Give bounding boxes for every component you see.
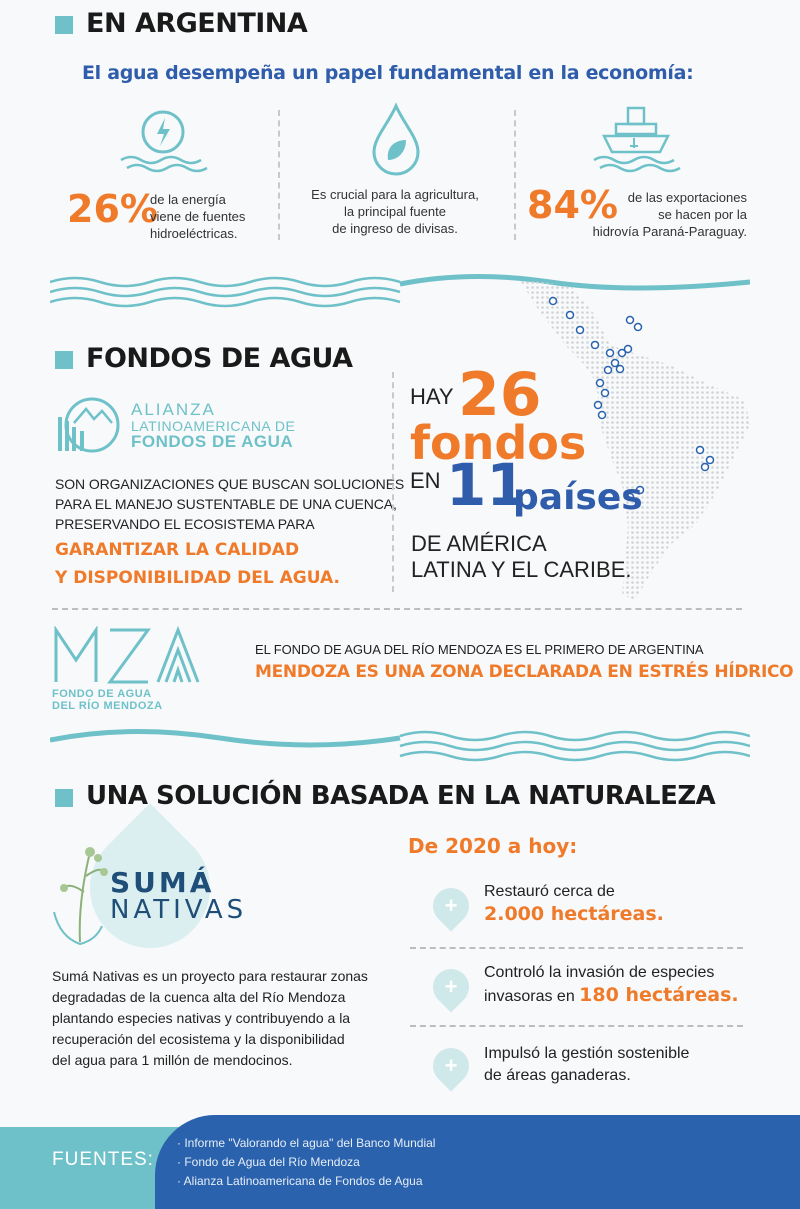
hay-label: HAY [410, 384, 454, 409]
hydro-energy-icon [113, 105, 213, 175]
achievement-item: Impulsó la gestión sostenible de áreas ganaderas. [484, 1045, 690, 1084]
achievement-item: Controló la invasión de especies invasoras en 180 hectáreas. [484, 964, 739, 1006]
section-subtitle: El agua desempeña un papel fundamental en la economía: [82, 62, 694, 84]
divider [278, 110, 280, 240]
fondos-description: SON ORGANIZACIONES QUE BUSCAN SOLUCIONES PARA EL MANEJO SUSTENTABLE DE UNA CUENCA, PRESERVANDO EL ECOSISTEMA PARA [55, 476, 405, 532]
source-item: · Fondo de Agua del Río Mendoza [177, 1155, 360, 1169]
countries-word: países [513, 477, 643, 518]
section-marker [55, 351, 73, 369]
en-label: EN [410, 468, 441, 493]
stat-agriculture-text: Es crucial para la agricultura, la principal fuente de ingreso de divisas. [311, 187, 479, 236]
alianza-logo-icon [52, 395, 128, 459]
source-item: · Alianza Latinoamericana de Fondos de Agua [177, 1174, 423, 1188]
divider [410, 1025, 743, 1027]
mza-line1: EL FONDO DE AGUA DEL RÍO MENDOZA ES EL PRIMERO DE ARGENTINA [255, 642, 704, 657]
source-item: · Informe "Valorando el agua" del Banco Mundial [177, 1136, 436, 1150]
plus-icon: + [444, 893, 458, 918]
mza-logo-icon [52, 626, 204, 686]
funds-word: fondos [410, 416, 587, 470]
stat-exports-text: de las exportaciones se hacen por la hidrovía Paraná-Paraguay. [592, 190, 747, 239]
wave-decoration [50, 722, 750, 772]
divider [52, 608, 742, 610]
section-title-argentina: EN ARGENTINA [86, 8, 308, 39]
section-marker [55, 789, 73, 807]
achievement-item: Restauró cerca de 2.000 hectáreas. [484, 883, 664, 925]
alianza-logo-text: ALIANZA LATINOAMERICANA DE FONDOS DE AGUA [131, 400, 296, 451]
since-label: De 2020 a hoy: [408, 834, 578, 858]
stat-energy-value: 26% [67, 187, 158, 231]
suma-description: Sumá Nativas es un proyecto para restaurar zonas degradadas de la cuenca alta del Río Mendoza plantando especies nativas y contribuyendo a la recuperación del ecosistema y la disponibilidad del agua para 1 millón de mendocinos. [52, 968, 368, 1068]
plus-icon: + [444, 1053, 458, 1078]
countries-count: 11 [446, 451, 527, 519]
funds-count: 26 [458, 360, 542, 430]
stat-energy-text: de la energía viene de fuentes hidroeléctricas. [150, 192, 246, 241]
divider [392, 372, 394, 592]
water-drop-leaf-icon [368, 102, 424, 178]
plant-hand-icon [50, 842, 110, 948]
sources-label: FUENTES: [52, 1149, 154, 1170]
region-label: DE AMÉRICA LATINA Y EL CARIBE. [411, 531, 632, 582]
section-marker [55, 16, 73, 34]
section-title-solucion: UNA SOLUCIÓN BASADA EN LA NATURALEZA [86, 781, 716, 811]
divider [410, 947, 743, 949]
stat-exports-value: 84% [527, 183, 618, 227]
ship-icon [586, 100, 686, 176]
plus-icon: + [444, 974, 458, 999]
divider [514, 110, 516, 240]
suma-logo-text: SUMÁ NATIVAS [110, 866, 248, 925]
section-title-fondos: FONDOS DE AGUA [86, 343, 353, 374]
fondos-highlight: GARANTIZAR LA CALIDAD Y DISPONIBILIDAD DEL AGUA. [55, 540, 340, 588]
mza-line2: MENDOZA ES UNA ZONA DECLARADA EN ESTRÉS HÍDRICO [255, 662, 794, 682]
mza-logo-sub: FONDO DE AGUA DEL RÍO MENDOZA [52, 688, 163, 712]
